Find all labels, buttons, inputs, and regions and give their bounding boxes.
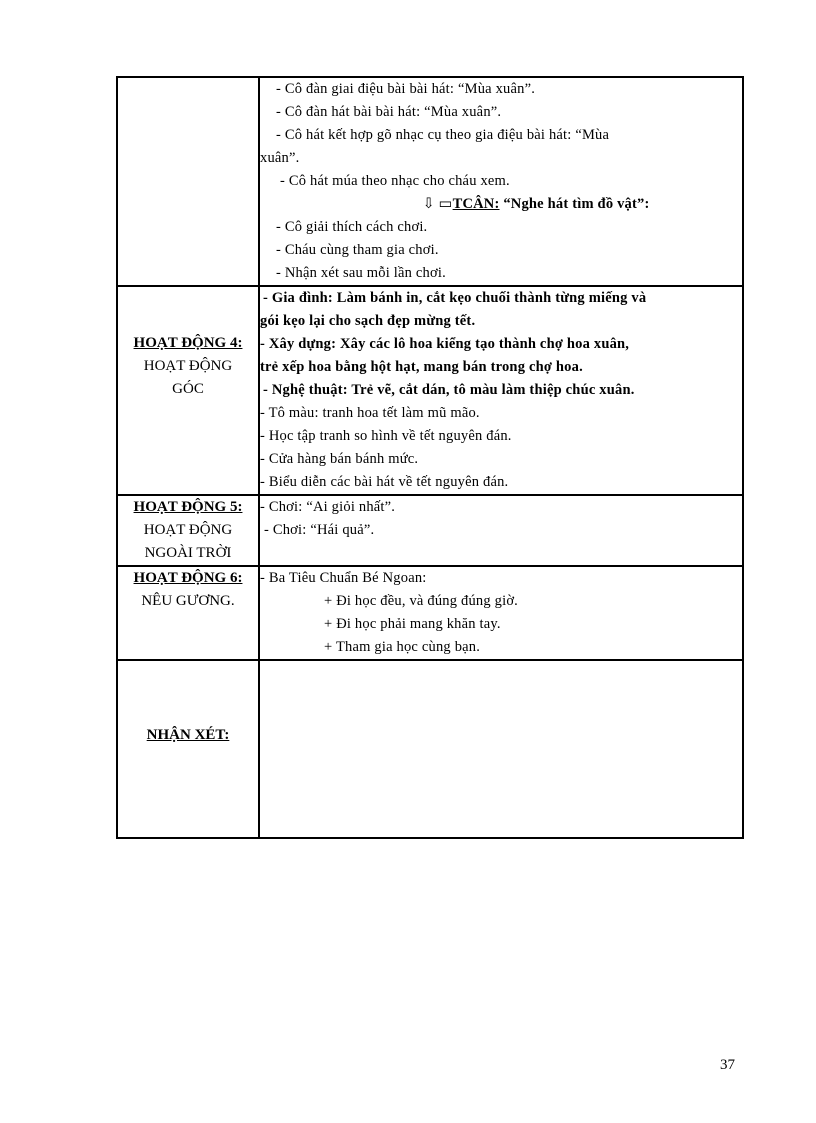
page-number: 37: [720, 1057, 735, 1073]
activity4-content-cell: [259, 286, 743, 495]
music-line: - Cô đàn giai điệu bài bài hát: “Mùa xuân”.: [276, 81, 536, 97]
activity5-row: [117, 495, 743, 566]
activity6-line: + Đi học đều, và đúng đúng giờ.: [324, 593, 519, 609]
activity4-line: trẻ xếp hoa bằng hột hạt, mang bán trong chợ hoa.: [260, 359, 583, 375]
activity4-subtitle2: GÓC: [172, 381, 204, 397]
arrow-down-icon: ⇩ ▭: [422, 196, 453, 212]
activity5-label-cell: [117, 495, 259, 566]
activity5-content-cell: [259, 495, 743, 566]
game-title: “Nghe hát tìm đồ vật”:: [499, 196, 650, 212]
activity4-line: gói kẹo lại cho sạch đẹp mừng tết.: [260, 313, 476, 329]
activity4-line: - Cửa hàng bán bánh mức.: [260, 451, 419, 467]
activity4-line: - Xây dựng: Xây các lô hoa kiểng tạo thành chợ hoa xuân,: [260, 336, 630, 352]
activity5-line: - Chơi: “Ai giỏi nhất”.: [260, 499, 396, 515]
game-line: - Nhận xét sau mỗi lần chơi.: [276, 265, 446, 281]
activity6-line: + Đi học phải mang khăn tay.: [324, 616, 501, 632]
music-line: - Cô đàn hát bài bài hát: “Mùa xuân”.: [276, 104, 502, 120]
review-content-cell: [259, 660, 743, 838]
activity4-line: - Gia đình: Làm bánh in, cắt kẹo chuối thành từng miếng và: [263, 290, 647, 306]
activity4-line: - Nghệ thuật: Trẻ vẽ, cắt dán, tô màu làm thiệp chúc xuân.: [263, 382, 635, 398]
activity6-line: - Ba Tiêu Chuẩn Bé Ngoan:: [260, 570, 427, 586]
activity6-row: [117, 566, 743, 660]
activity5-line: - Chơi: “Hái quả”.: [264, 522, 375, 538]
activity6-subtitle: NÊU GƯƠNG.: [141, 593, 235, 609]
activity6-line: + Tham gia học cùng bạn.: [324, 639, 481, 655]
review-label: NHẬN XÉT:: [146, 727, 230, 743]
activity4-line: - Học tập tranh so hình về tết nguyên đán.: [260, 428, 512, 444]
activity4-label-cell: [117, 286, 259, 495]
activity6-title: HOẠT ĐỘNG 6:: [133, 570, 243, 586]
review-label-cell: [117, 660, 259, 838]
activity6-label-cell: [117, 566, 259, 660]
music-line: xuân”.: [260, 150, 300, 166]
activity4-row: [117, 286, 743, 495]
music-label-cell: [117, 77, 259, 286]
music-line: - Cô hát múa theo nhạc cho cháu xem.: [280, 173, 510, 189]
activity4-subtitle: HOẠT ĐỘNG: [143, 358, 233, 374]
music-activity-row: [117, 77, 743, 286]
game-heading: [260, 193, 742, 216]
review-row: [117, 660, 743, 838]
game-prefix: TCÂN:: [452, 196, 500, 212]
lesson-plan-table: [116, 76, 744, 839]
music-content-cell: [259, 77, 743, 286]
activity6-content-cell: [259, 566, 743, 660]
music-line: - Cô hát kết hợp gõ nhạc cụ theo gia điệu bài hát: “Mùa: [276, 127, 610, 143]
game-line: - Cháu cùng tham gia chơi.: [276, 242, 439, 258]
game-line: - Cô giải thích cách chơi.: [276, 219, 428, 235]
activity4-line: - Biểu diễn các bài hát về tết nguyên đán.: [260, 474, 509, 490]
activity4-line: - Tô màu: tranh hoa tết làm mũ mão.: [260, 405, 480, 421]
activity5-title: HOẠT ĐỘNG 5:: [133, 499, 243, 515]
activity5-subtitle: HOẠT ĐỘNG: [143, 522, 233, 538]
activity4-title: HOẠT ĐỘNG 4:: [133, 335, 243, 351]
activity5-subtitle2: NGOÀI TRỜI: [144, 545, 232, 561]
